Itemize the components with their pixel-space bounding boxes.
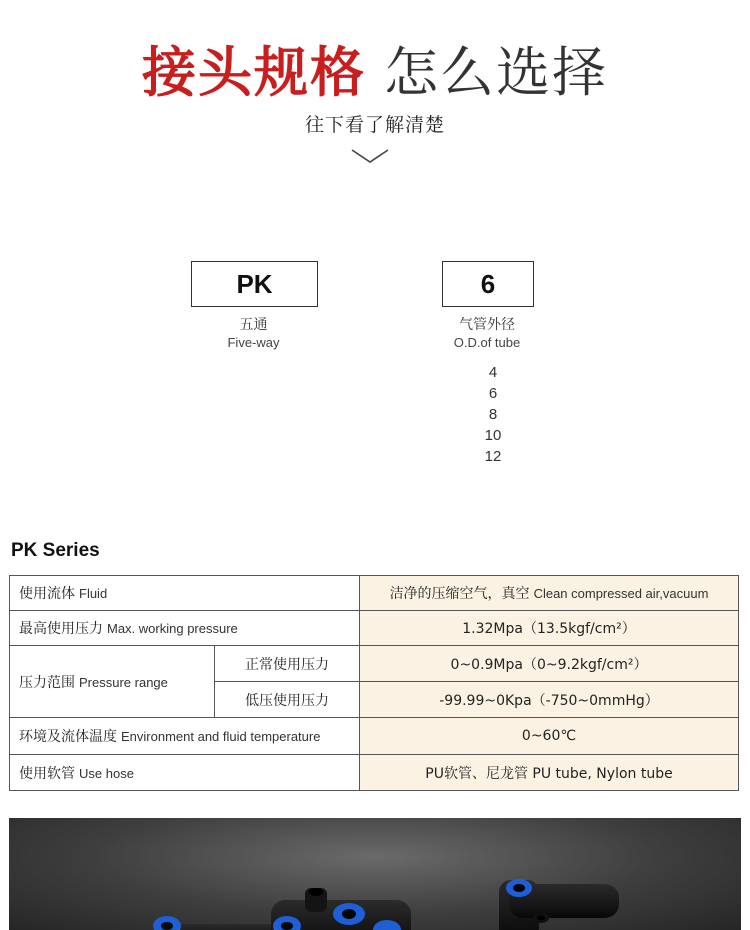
max-pressure-value: 1.32Mpa（13.5kgf/cm²）	[360, 611, 739, 646]
heading-red-text: 接头规格	[142, 41, 366, 104]
size-option: 8	[488, 406, 498, 423]
size-option: 12	[484, 448, 502, 465]
normal-pressure-value: 0~0.9Mpa（0~9.2kgf/cm²）	[360, 646, 739, 682]
size-option: 6	[488, 385, 498, 402]
table-row	[10, 576, 739, 611]
hose-label-en: Use hose	[79, 765, 134, 781]
hose-value: PU软管、尼龙管 PU tube, Nylon tube	[360, 755, 739, 791]
low-pressure-value: -99.99~0Kpa（-750~0mmHg）	[360, 682, 739, 718]
temperature-value: 0~60℃	[360, 718, 739, 755]
hose-label-cn: 使用软管	[19, 765, 75, 782]
fluid-value-cn: 洁净的压缩空气，真空	[389, 586, 530, 602]
hose-label-cell	[10, 755, 360, 791]
max-pressure-label-cell	[10, 611, 360, 646]
table-row	[10, 755, 739, 791]
fittings-image	[9, 818, 741, 930]
temperature-label-cn: 环境及流体温度	[19, 729, 117, 745]
temperature-label-en: Environment and fluid temperature	[121, 729, 321, 744]
pressure-range-label-en: Pressure range	[79, 674, 168, 690]
temperature-label-cell	[10, 718, 360, 755]
type-label-cn: 五通	[239, 317, 268, 333]
page-heading	[0, 38, 750, 121]
type-code-box: PK	[191, 261, 318, 307]
table-row	[10, 646, 739, 682]
pressure-range-label-cn: 压力范围	[19, 674, 75, 691]
max-pressure-label-cn: 最高使用压力	[19, 621, 103, 637]
fluid-value-en: Clean compressed air,vacuum	[533, 586, 709, 601]
spec-table	[9, 575, 739, 791]
heading-gray-text: 怎么选择	[384, 41, 608, 104]
pressure-range-label-cell	[10, 646, 215, 718]
size-label-en: O.D.of tube	[453, 335, 521, 350]
type-label-en: Five-way	[227, 335, 280, 350]
fluid-label-cell	[10, 576, 360, 611]
heading-subtitle: 往下看了解清楚	[304, 114, 445, 136]
chevron-down-icon	[350, 146, 390, 166]
low-pressure-label: 低压使用压力	[215, 682, 360, 718]
size-label-cn: 气管外径	[459, 317, 515, 333]
fluid-label-cn: 使用流体	[19, 586, 75, 602]
fluid-value-cell	[360, 576, 739, 611]
max-pressure-label-en: Max. working pressure	[107, 621, 238, 636]
fluid-label-en: Fluid	[79, 586, 108, 601]
table-row	[10, 718, 739, 755]
series-title: PK Series	[11, 540, 100, 561]
size-option: 10	[484, 427, 502, 444]
size-code-box: 6	[442, 261, 534, 307]
size-option: 4	[488, 364, 498, 381]
size-options-list	[463, 362, 523, 467]
table-row	[10, 611, 739, 646]
product-photo	[9, 818, 741, 930]
normal-pressure-label: 正常使用压力	[215, 646, 360, 682]
